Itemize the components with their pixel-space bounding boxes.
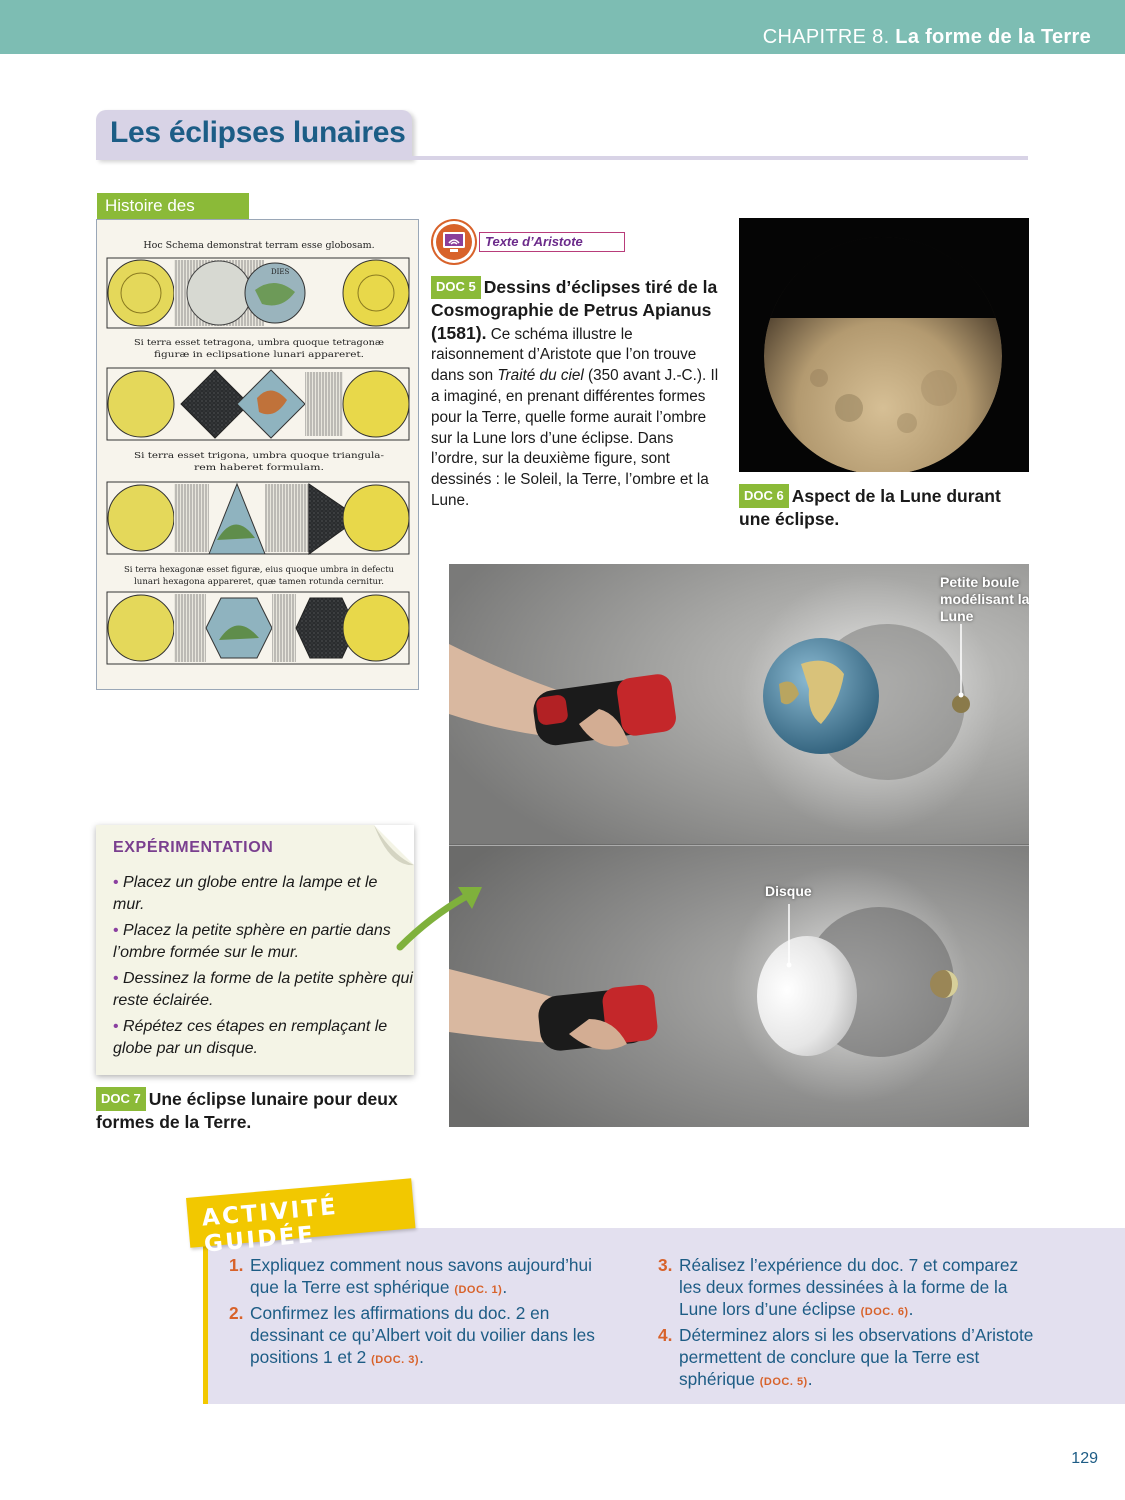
chapter-prefix: CHAPITRE 8. <box>762 26 890 48</box>
activity-question: 2. Confirmez les affirmations du doc. 2 en dessinant ce qu’Albert voit du voilier dans les positions 1 et 2 (DOC. 3). <box>229 1303 595 1367</box>
eclipse-moon-photo <box>739 218 1029 472</box>
woodcut-caption-2b: figuræ in eclipsatione lunari appareret. <box>154 350 364 359</box>
page-curl-arrow <box>280 825 490 955</box>
activity-question: 4. Déterminez alors si les observations d’Aristote permettent de conclure que la Terre est sphérique (DOC. 5). <box>658 1325 1034 1389</box>
screen-icon <box>431 219 477 265</box>
guided-activity-title: ACTIVITÉ GUIDÉE <box>200 1193 340 1258</box>
moon-image <box>739 218 1029 472</box>
doc6-title: Aspect de la Lune durant une éclipse. <box>739 486 1001 529</box>
experimentation-step: • Placez la petite sphère en partie dans l’ombre formée sur le mur. <box>113 922 391 961</box>
activity-question: 3. Réalisez l’expérience du doc. 7 et comparez les deux formes dessinées à la forme de la Lune lors d’une éclipse (DOC. 6). <box>658 1255 1019 1319</box>
doc7-title: Une éclipse lunaire pour deux formes de la Terre. <box>96 1089 398 1132</box>
woodcut-small-text: DIES <box>271 268 290 276</box>
doc5-text-italic: Traité du ciel <box>497 367 584 385</box>
woodcut-caption-1: Hoc Schema demonstrat terram esse globosam. <box>143 240 375 251</box>
woodcut-row-3 <box>107 482 409 554</box>
woodcut-caption-3: Si terra esset trigona, umbra quoque triangula- <box>134 451 385 460</box>
doc6-badge: DOC 6 <box>739 484 789 508</box>
doc7-badge: DOC 7 <box>96 1087 146 1111</box>
apianus-woodcut <box>96 219 419 690</box>
activity-question: 1. Expliquez comment nous savons aujourd’hui que la Terre est sphérique (DOC. 1). <box>229 1255 592 1297</box>
woodcut-row-2 <box>107 368 409 440</box>
experiment-photo <box>449 564 1029 1127</box>
title-underline <box>412 156 1028 160</box>
woodcut-caption-4: Si terra hexagonæ esset figuræ, eius quoque umbra in defectu <box>124 565 394 574</box>
woodcut-illustration <box>97 220 419 690</box>
woodcut-caption-4b: lunari hexagona appareret, quæ tamen rotunda cernitur. <box>134 577 384 586</box>
guided-activity-banner <box>186 1178 415 1258</box>
woodcut-row-4 <box>107 592 409 664</box>
doc5-badge: DOC 5 <box>431 276 481 299</box>
history-tag: Histoire des <box>97 193 249 219</box>
chapter-header-bar <box>0 0 1125 54</box>
experimentation-step: • Dessinez la forme de la petite sphère qui reste éclairée. <box>113 970 413 1009</box>
aristote-label[interactable]: Texte d’Aristote <box>479 232 625 252</box>
experimentation-step: • Répétez ces étapes en remplaçant le globe par un disque. <box>113 1018 388 1057</box>
experimentation-title: EXPÉRIMENTATION <box>113 839 274 856</box>
page-title: Les éclipses lunaires <box>110 116 406 149</box>
doc5-text-before: Ce schéma illustre le raisonnement d’Aristote que l’on trouve dans son <box>431 325 697 385</box>
woodcut-row-1 <box>107 258 409 328</box>
doc5-caption <box>431 276 721 512</box>
label-moon-ball: Petite boule modélisant la Lune <box>940 574 1029 624</box>
activity-column-right <box>658 1254 1043 1394</box>
doc6-caption <box>739 484 1029 530</box>
doc5-text-after: (350 avant J.-C.). Il a imaginé, en prenant différentes formes pour la Terre, quelle forme aurait l’ombre sur la Lune lors d’une éclipse. Dans l’ordre, sur la deuxième figure, sont dessinés : le Soleil, la Terre, l’ombre et la Lune. <box>431 367 719 509</box>
woodcut-caption-3b: rem haberet formulam. <box>194 463 324 472</box>
label-disk: Disque <box>765 883 812 899</box>
page-number: 129 <box>1071 1450 1098 1467</box>
experimentation-step: • Placez un globe entre la lampe et le mur. <box>113 874 378 913</box>
page-title-tab <box>96 110 412 160</box>
activity-column-left <box>229 1254 619 1372</box>
chapter-name: La forme de la Terre <box>895 26 1091 48</box>
experiment-illustration <box>449 564 1029 1127</box>
doc5-title: Dessins d’éclipses tiré de la Cosmographie de Petrus Apianus (1581). <box>431 277 718 343</box>
doc7-caption <box>96 1087 426 1133</box>
chapter-title <box>763 26 1091 49</box>
woodcut-caption-2: Si terra esset tetragona, umbra quoque tetragonæ <box>134 338 385 347</box>
